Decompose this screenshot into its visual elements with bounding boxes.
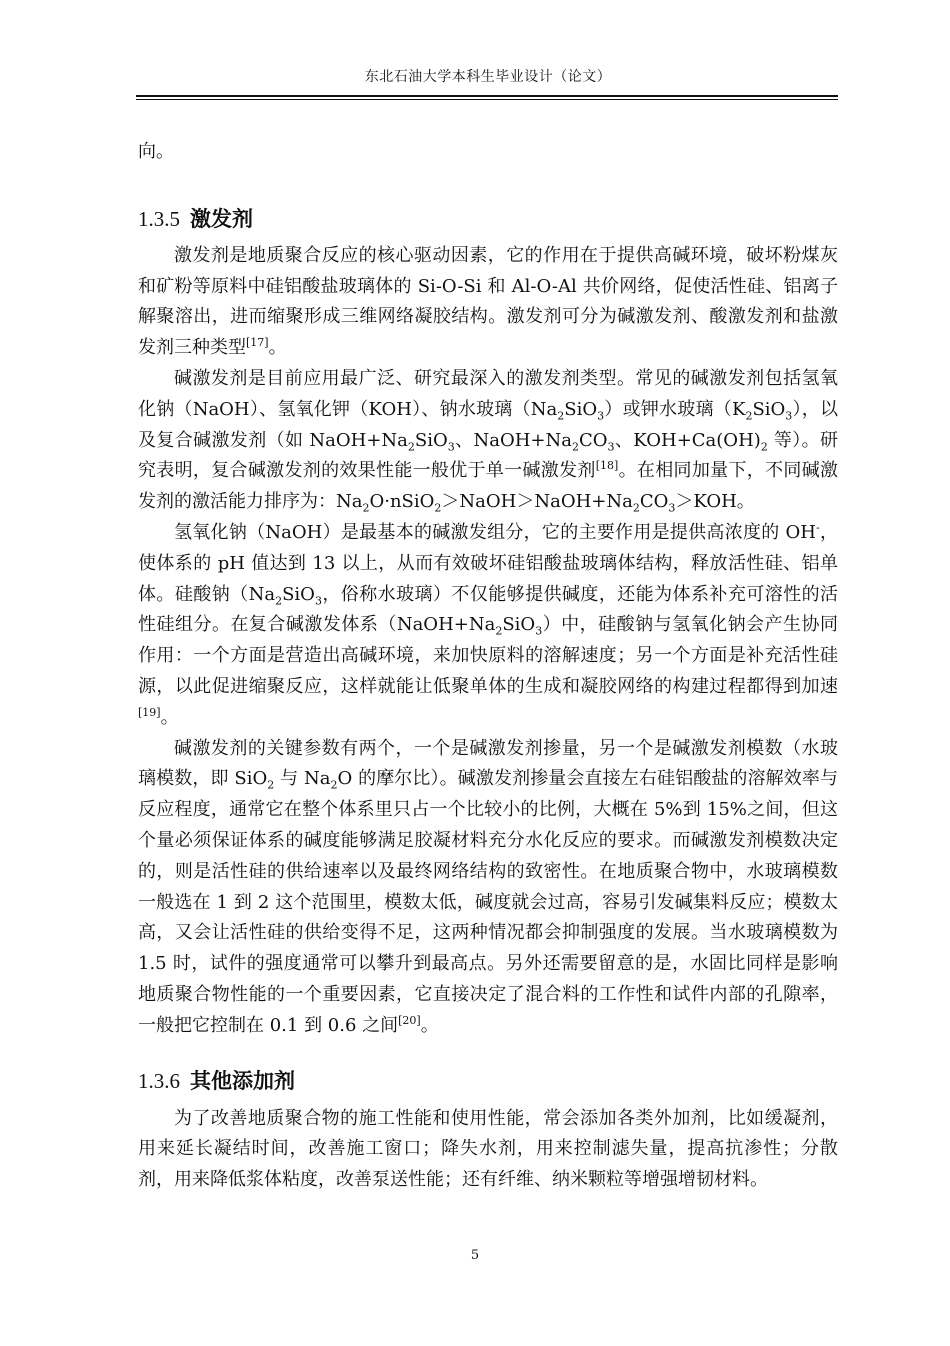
paragraph-naoh-role: 氢氧化钠（NaOH）是最基本的碱激发组分，它的主要作用是提供高浓度的 OH-，使体系的 pH 值达到 13 以上，从而有效破坏硅铝酸盐玻璃体结构，释放活性硅、铝单体。硅酸钠（$Na_2SiO_3$，俗称水玻璃）不仅能够提供碱度，还能为体系补充可溶性的活性硅组分。在复合碱激发体系$(NaOH+Na_2SiO_3)$中，硅酸钠与氢氧化钠会产生协同作用：一个方面是营造出高碱环境，来加快原料的溶解速度；另一个方面是补充活性硅源，以此促进缩聚反应，这样就能让低聚单体的生成和凝胶网络的构建过程都得到加速[19]。 [138, 520, 839, 728]
continuation-text: 向。 [138, 141, 174, 162]
section-heading-1-3-6 [138, 1066, 838, 1096]
citation: [17] [246, 336, 269, 350]
citation: [20] [398, 1013, 421, 1027]
page-number: 5 [470, 1248, 480, 1263]
section-title: 其他添加剂 [190, 1068, 295, 1093]
paragraph-alkali-activators: 碱激发剂是目前应用最广泛、研究最深入的激发剂类型。常见的碱激发剂包括氢氧化钠（NaOH）、氢氧化钾（KOH）、钠水玻璃$(Na_2SiO_3)$或钾水玻璃$(K_2SiO_3)$，以及复合碱激发剂（如 $NaOH+Na_2SiO_3$、$NaOH+Na_2CO_3$、$KOH+Ca(OH)_2$ 等）。研究表明，复合碱激发剂的效果性能一般优于单一碱激发剂[18]。在相同加量下，不同碱激发剂的激活能力排序为：$Na_2O\cdot nSiO_2>NaOH>NaOH+Na_2CO_3>KOH$。 [138, 367, 839, 515]
header-rule-thin [136, 99, 838, 100]
section-number: 1.3.6 [138, 1068, 180, 1093]
citation: [19] [138, 705, 161, 719]
section-heading-1-3-5 [138, 204, 838, 234]
page-body [138, 137, 838, 1196]
section-title: 激发剂 [190, 206, 253, 231]
header-rule-thick [136, 95, 838, 97]
section-number: 1.3.5 [138, 206, 180, 231]
citation: [18] [595, 459, 619, 473]
paragraph-key-parameters: 碱激发剂的关键参数有两个，一个是碱激发剂掺量，另一个是碱激发剂模数（水玻璃模数，即 SiO$_2$ 与 $Na_2O$ 的摩尔比）。碱激发剂掺量会直接左右硅铝酸盐的溶解效率与反应程度，通常它在整个体系里只占一个比较小的比例，大概在 5%到 15%之间，但这个量必须保证体系的碱度能够满足胶凝材料充分水化反应的要求。而碱激发剂模数决定的，则是活性硅的供给速率以及最终网络结构的致密性。在地质聚合物中，水玻璃模数一般选在 1 到 2 这个范围里，模数太低，碱度就会过高，容易引发碱集料反应；模数太高，又会让活性硅的供给变得不足，这两种情况都会抑制强度的发展。当水玻璃模数为 1.5 时，试件的强度通常可以攀升到最高点。另外还需要留意的是，水固比同样是影响地质聚合物性能的一个重要因素，它直接决定了混合料的工作性和试件内部的孔隙率，一般把它控制在 0.1 到 0.6 之间[20]。 [138, 737, 838, 1036]
paragraph-activator-intro: 激发剂是地质聚合反应的核心驱动因素，它的作用在于提供高碱环境，破坏粉煤灰和矿粉等原料中硅铝酸盐玻璃体的 Si-O-Si 和 Al-O-Al 共价网络，促使活性硅、铝离子解聚溶出，进而缩聚形成三维网络凝胶结构。激发剂可分为碱激发剂、酸激发剂和盐激发剂三种类型[17]。 [138, 244, 838, 359]
running-header: 东北石油大学本科生毕业设计（论文） [364, 69, 612, 85]
paragraph-other-additives: 为了改善地质聚合物的施工性能和使用性能，常会添加各类外加剂，比如缓凝剂，用来延长凝结时间，改善施工窗口；降失水剂，用来控制滤失量，提高抗渗性；分散剂，用来降低浆体粘度，改善泵送性能；还有纤维、纳米颗粒等增强增韧材料。 [138, 1107, 838, 1191]
